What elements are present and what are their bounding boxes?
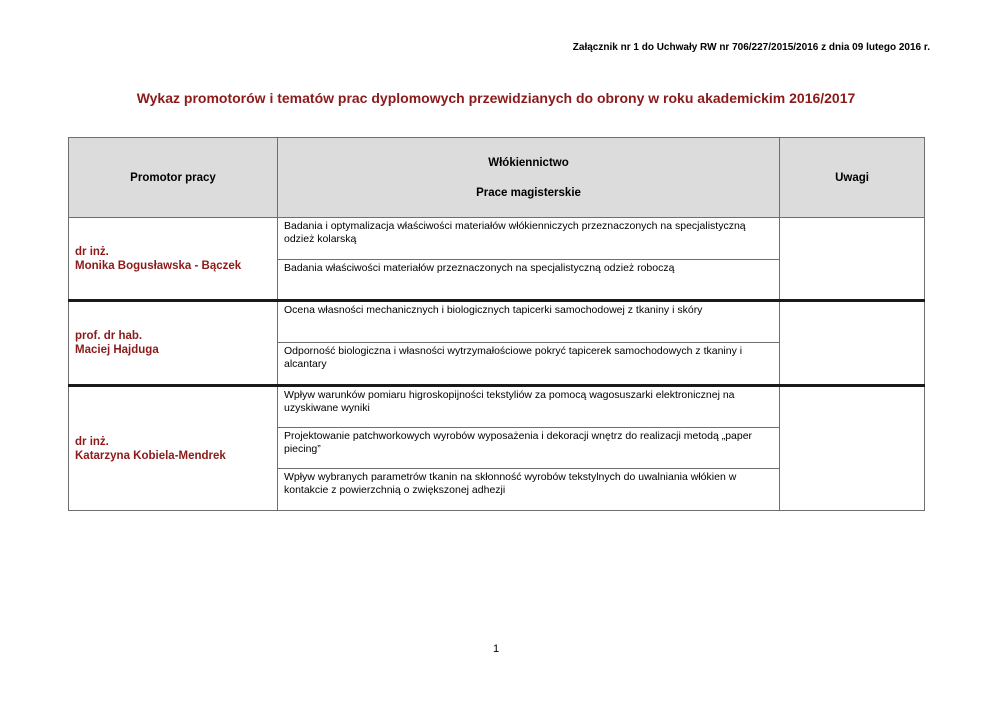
notes-cell [780, 386, 925, 511]
header-notes: Uwagi [780, 138, 925, 218]
topic-cell: Wpływ wybranych parametrów tkanin na skłonność wyrobów tekstylnych do uwalniania włókien w kontakcie z powierzchnią o zwiększonej adhezji [278, 469, 780, 511]
header-row [69, 138, 925, 218]
promotor-cell [69, 301, 278, 386]
promotor-name: Katarzyna Kobiela-Mendrek [75, 449, 226, 462]
topic-cell: Badania właściwości materiałów przeznaczonych na specjalistyczną odzież roboczą [278, 260, 780, 301]
table-row [69, 301, 925, 343]
table-row [69, 386, 925, 428]
topic-cell: Projektowanie patchworkowych wyrobów wyposażenia i dekoracji wnętrz do realizacji metodą „paper piecing” [278, 428, 780, 469]
header-promotor: Promotor pracy [69, 138, 278, 218]
document-title: Wykaz promotorów i tematów prac dyplomowych przewidzianych do obrony w roku akademickim 2016/2017 [136, 90, 856, 106]
annex-note: Załącznik nr 1 do Uchwały RW nr 706/227/2015/2016 z dnia 09 lutego 2016 r. [572, 42, 930, 53]
promotor-name: Monika Bogusławska - Bączek [75, 259, 242, 272]
header-thesis-type: Prace magisterskie [476, 186, 581, 199]
page-number: 1 [492, 643, 500, 655]
promotor-title: dr inż. [75, 435, 109, 448]
promotor-title: prof. dr hab. [75, 330, 143, 342]
topic-cell: Odporność biologiczna i własności wytrzymałościowe pokryć tapicerek samochodowych z tkaniny i alcantary [278, 343, 780, 386]
promotor-name: Maciej Hajduga [75, 344, 159, 356]
header-field-name: Włókiennictwo [488, 156, 569, 169]
promotor-cell [69, 218, 278, 301]
notes-cell [780, 218, 925, 301]
promotor-cell [69, 386, 278, 511]
topic-cell: Badania i optymalizacja właściwości materiałów włókienniczych przeznaczonych na specjalistyczną odzież kolarską [278, 218, 780, 260]
table-row [69, 218, 925, 260]
header-field [278, 138, 780, 218]
topic-cell: Wpływ warunków pomiaru higroskopijności tekstyliów za pomocą wagosuszarki elektronicznej na uzyskiwane wyniki [278, 386, 780, 428]
promotors-table [68, 137, 925, 511]
notes-cell [780, 301, 925, 386]
promotor-title: dr inż. [75, 245, 109, 258]
topic-cell: Ocena własności mechanicznych i biologicznych tapicerki samochodowej z tkaniny i skóry [278, 301, 780, 343]
